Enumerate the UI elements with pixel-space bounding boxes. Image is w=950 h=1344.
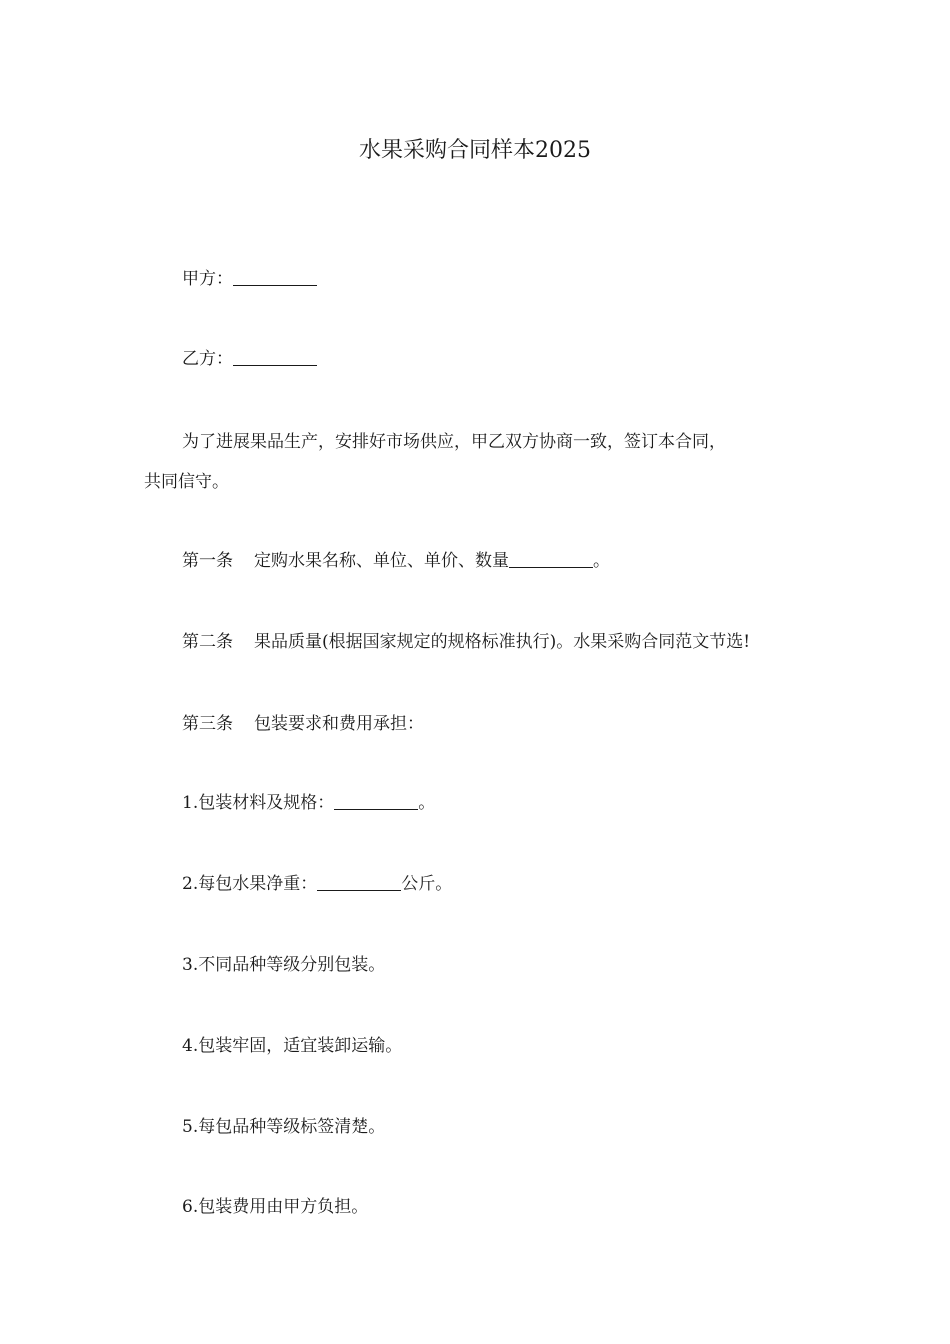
article-2-number: 第二条: [182, 632, 233, 652]
article-1-text: 定购水果名称、单位、单价、数量: [254, 551, 509, 571]
list-item-text: 6.包装费用由甲方负担。: [182, 1197, 369, 1217]
article-1: [144, 542, 824, 580]
article-1-tail: 。: [593, 551, 610, 571]
list-item: [144, 1108, 824, 1146]
list-item-blank: [317, 873, 401, 891]
list-item: [144, 946, 824, 984]
article-1-blank: [509, 550, 593, 568]
party-b-line: [144, 340, 824, 378]
list-item: [144, 1027, 824, 1065]
intro-text-2: 共同信守。: [144, 472, 229, 492]
list-item-text: 2.每包水果净重：: [182, 874, 318, 894]
list-item-text: 5.每包品种等级标签清楚。: [182, 1117, 386, 1137]
article-2: [144, 623, 824, 661]
document-title: 水果采购合同样本2025: [359, 138, 591, 163]
list-item-tail: 公斤。: [401, 874, 453, 894]
list-item: [144, 1188, 824, 1226]
article-3: [144, 705, 824, 743]
article-3-number: 第三条: [182, 714, 233, 734]
party-b-label: 乙方：: [182, 349, 233, 369]
intro-text-1: 为了进展果品生产，安排好市场供应，甲乙双方协商一致，签订本合同，: [182, 432, 726, 452]
party-a-line: [144, 260, 824, 298]
party-b-blank: [233, 348, 317, 366]
list-item-text: 3.不同品种等级分别包装。: [182, 955, 386, 975]
intro-line-2: [144, 463, 824, 501]
list-item: [144, 784, 824, 822]
list-item-text: 4.包装牢固，适宜装卸运输。: [182, 1036, 403, 1056]
party-a-blank: [233, 268, 317, 286]
intro-line-1: [144, 423, 824, 461]
list-item-blank: [334, 792, 418, 810]
article-1-number: 第一条: [182, 551, 233, 571]
list-item-text: 1.包装材料及规格：: [182, 793, 335, 813]
list-item: [144, 865, 824, 903]
article-3-text: 包装要求和费用承担：: [254, 714, 424, 734]
article-2-text: 果品质量(根据国家规定的规格标准执行)。水果采购合同范文节选!: [254, 632, 751, 652]
list-item-tail: 。: [418, 793, 436, 813]
party-a-label: 甲方：: [182, 269, 233, 289]
